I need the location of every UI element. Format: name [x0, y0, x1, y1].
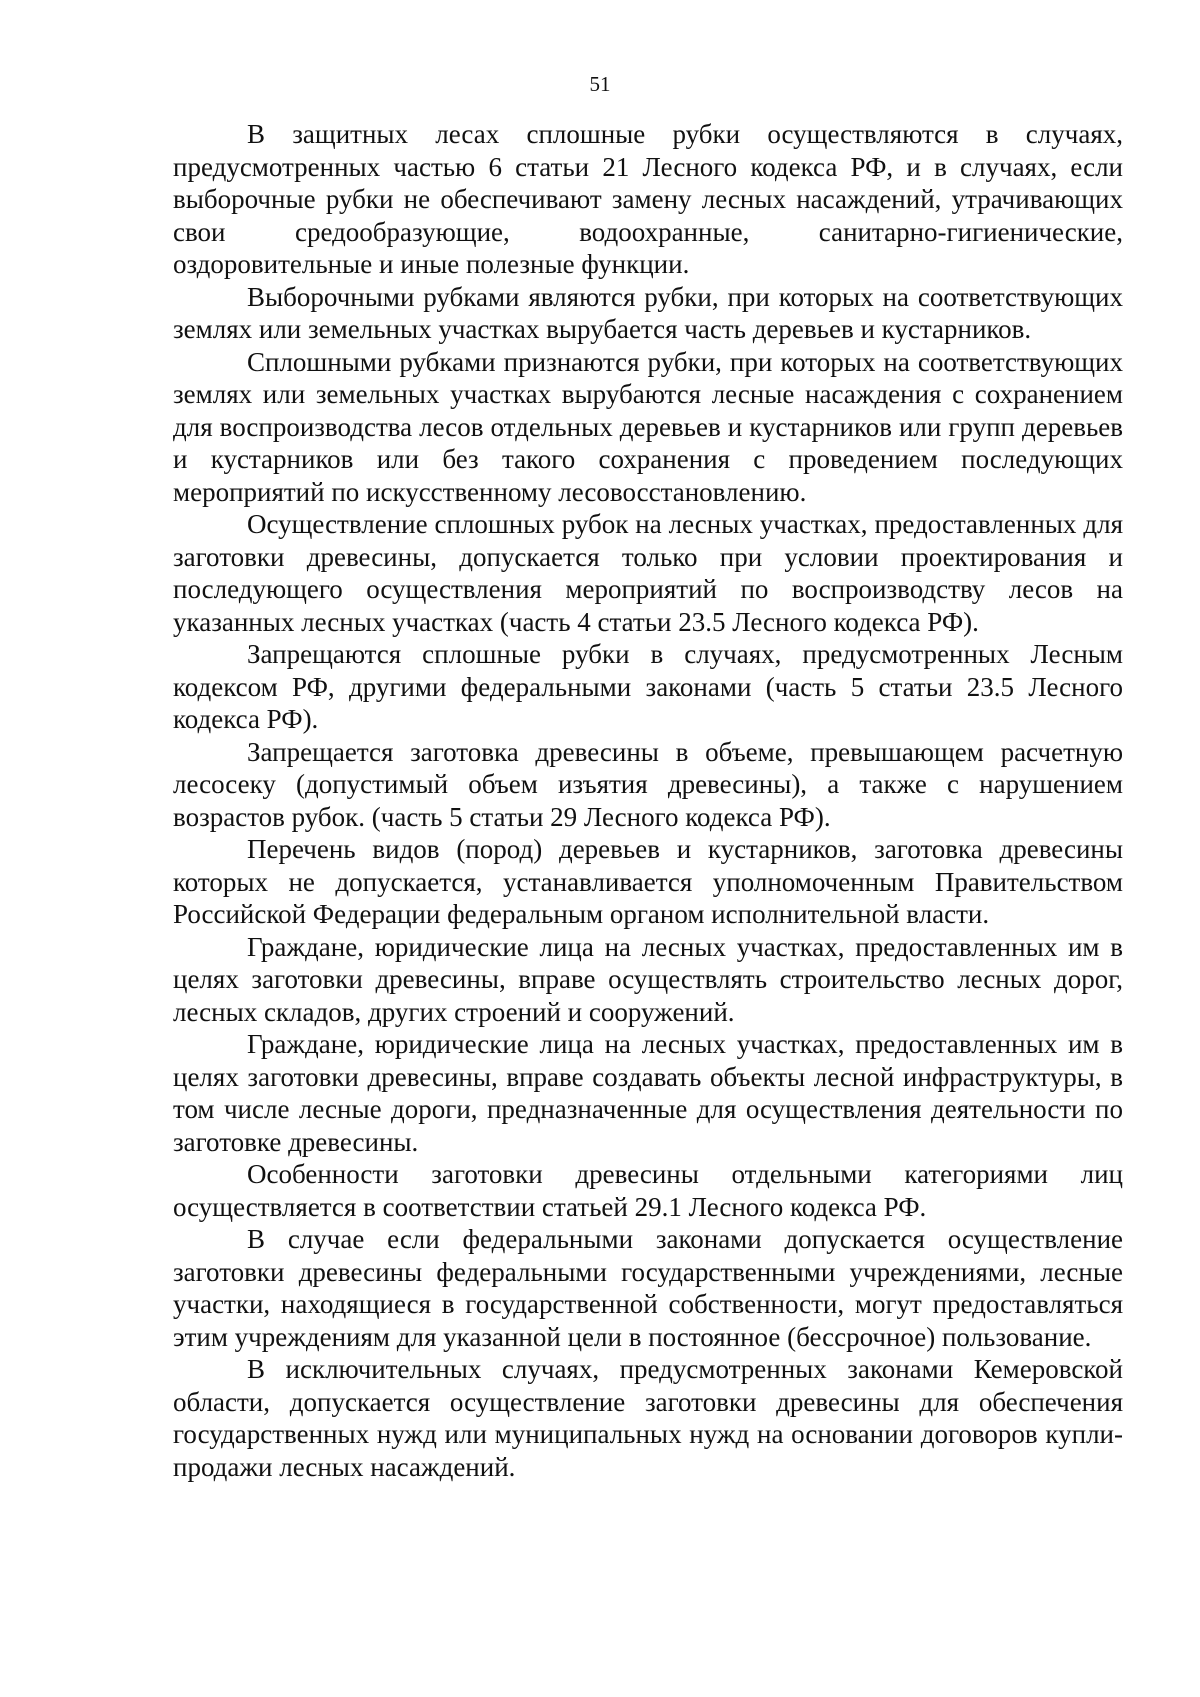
paragraph-infrastructure-rights: Граждане, юридические лица на лесных участках, предоставленных им в целях заготовки древесины, вправе создавать объекты лесной инфраструктуры, в том числе лесные дороги, предназначенные для осуществления деятельности по заготовке древесины.	[173, 1029, 1123, 1157]
paragraph-exceptional-cases: В исключительных случаях, предусмотренных законами Кемеровской области, допускается осуществление заготовки древесины для обеспечения государственных нужд или муниципальных нужд на основании договоров купли-продажи лесных насаждений.	[173, 1354, 1123, 1482]
paragraph-harvest-volume-limit: Запрещается заготовка древесины в объеме, превышающем расчетную лесосеку (допустимый объем изъятия древесины), а также с нарушением возрастов рубок. (часть 5 статьи 29 Лесного кодекса РФ).	[173, 736, 1123, 832]
paragraph-special-categories: Особенности заготовки древесины отдельными категориями лиц осуществляется в соответствии статьей 29.1 Лесного кодекса РФ.	[173, 1159, 1123, 1222]
paragraph-clear-cutting-prohibited: Запрещаются сплошные рубки в случаях, предусмотренных Лесным кодексом РФ, другими федеральными законами (часть 5 статьи 23.5 Лесного кодекса РФ).	[173, 639, 1123, 734]
paragraph-construction-rights: Граждане, юридические лица на лесных участках, предоставленных им в целях заготовки древесины, вправе осуществлять строительство лесных дорог, лесных складов, других строений и сооружений.	[173, 931, 1123, 1027]
paragraph-selective-cutting-definition: Выборочными рубками являются рубки, при которых на соответствующих землях или земельных участках вырубается часть деревьев и кустарников.	[173, 281, 1123, 344]
page-number: 51	[589, 72, 611, 96]
paragraph-protected-species-list: Перечень видов (пород) деревьев и кустарников, заготовка древесины которых не допускается, устанавливается уполномоченным Правительством Российской Федерации федеральным органом исполнительной власти.	[173, 834, 1123, 929]
document-body	[173, 118, 1123, 1483]
paragraph-clear-cutting-protective-forests: В защитных лесах сплошные рубки осуществляются в случаях, предусмотренных частью 6 статьи 21 Лесного кодекса РФ, и в случаях, если выборочные рубки не обеспечивают замену лесных насаждений, утрачивающих свои средообразующие, водоохранные, санитарно-гигиенические, оздоровительные и иные полезные функции.	[173, 119, 1123, 279]
paragraph-clear-cutting-definition: Сплошными рубками признаются рубки, при которых на соответствующих землях или земельных участках вырубаются лесные насаждения с сохранением для воспроизводства лесов отдельных деревьев и кустарников или групп деревьев и кустарников или без такого сохранения с проведением последующих мероприятий по искусственному лесовосстановлению.	[173, 346, 1123, 507]
paragraph-clear-cutting-conditions: Осуществление сплошных рубок на лесных участках, предоставленных для заготовки древесины, допускается только при условии проектирования и последующего осуществления мероприятий по воспроизводству лесов на указанных лесных участках (часть 4 статьи 23.5 Лесного кодекса РФ).	[173, 509, 1123, 637]
paragraph-federal-institutions: В случае если федеральными законами допускается осуществление заготовки древесины федеральными государственными учреждениями, лесные участки, находящиеся в государственной собственности, могут предоставляться этим учреждениям для указанной цели в постоянное (бессрочное) пользование.	[173, 1224, 1123, 1352]
